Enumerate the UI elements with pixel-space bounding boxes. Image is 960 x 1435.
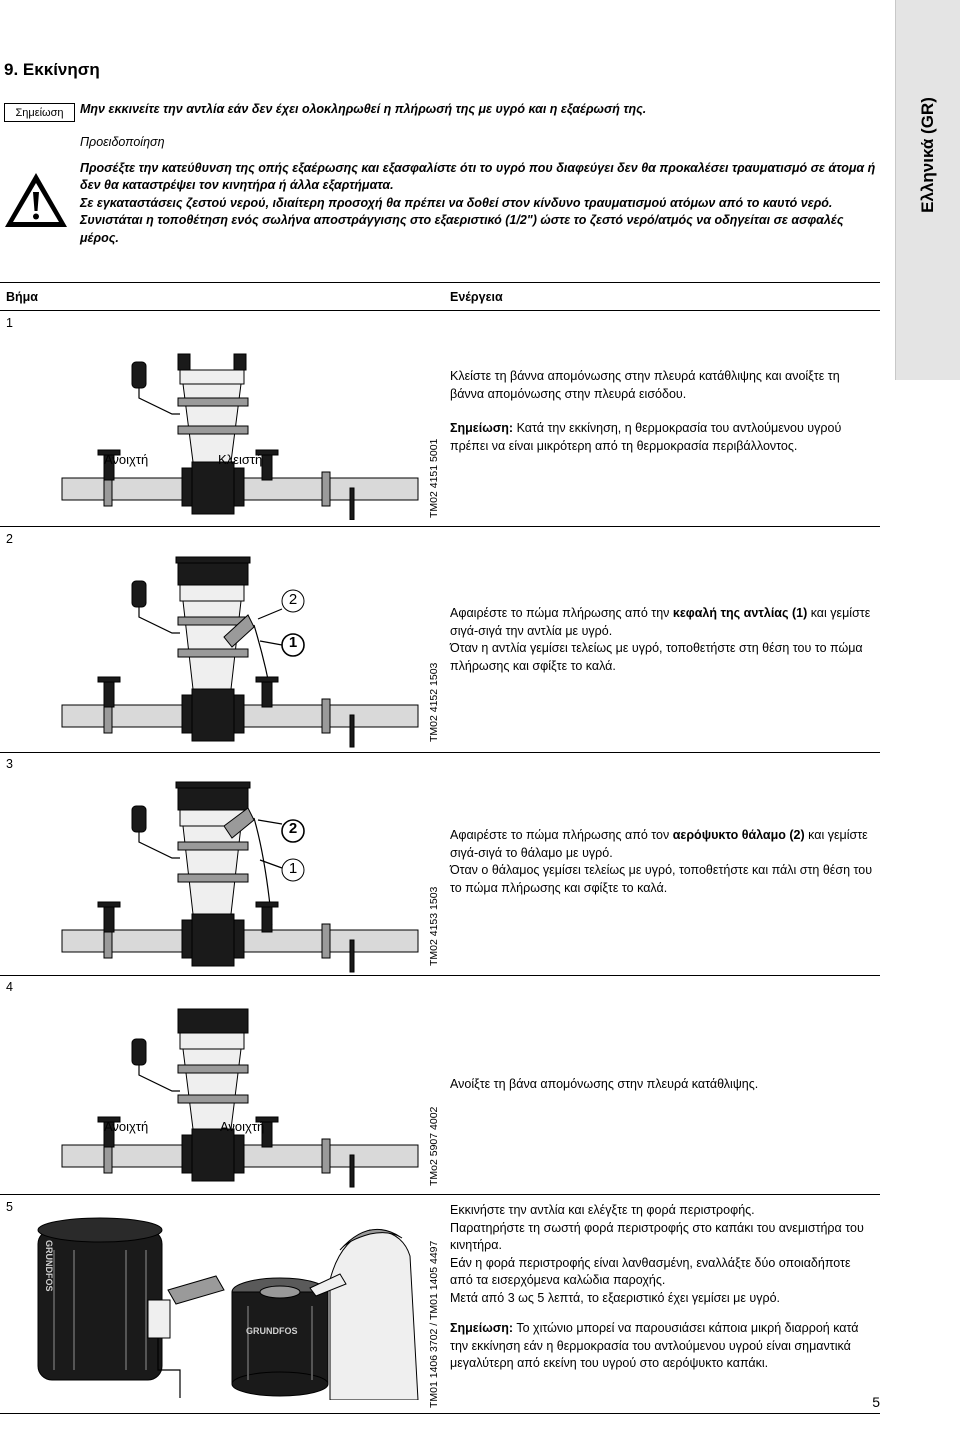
step-number: 4 — [6, 980, 13, 994]
step-instruction: Κλείστε τη βάννα απομόνωσης στην πλευρά κατάθλιψης και ανοίξτε τη βάννα απομόνωσης στην πλευρά εισόδου. — [450, 369, 840, 401]
row-divider — [0, 752, 880, 753]
note-text: Μην εκκινείτε την αντλία εάν δεν έχει ολοκληρωθεί η πλήρωσή της με υγρό και η εξαέρωσή της. — [80, 102, 647, 116]
step-instruction — [450, 827, 875, 862]
table-bottom-rule — [0, 1413, 880, 1414]
pump-figure-step-2 — [60, 555, 420, 750]
instruction-end: και γεμίστε σιγά-σιγά την αντλία με υγρό. — [450, 606, 871, 638]
warning-paragraph-3: Συνιστάται η τοποθέτηση ενός σωλήνα αποστράγγισης στο εξαεριστικό (1/2") ώστε το ζεστό νερό/ατμός να οδηγείται σε ασφαλές μέρος. — [80, 213, 844, 245]
valve-label-right: Ανοιχτή — [220, 1119, 265, 1134]
figure-code: TM01 1406 3702 / TM01 1405 4497 — [428, 1240, 440, 1408]
note-body: Το χιτώνιο μπορεί να παρουσιάσει κάποια μικρή διαρροή κατά την εκκίνηση εάν η θερμοκρασία του αντλούμενου υγρού είναι σημαντικά μεγαλύτερη από εκείνη του υγρού στο αερόψυκτο καπάκι. — [450, 1321, 859, 1370]
callout-number: 1 — [288, 634, 298, 651]
figure-code: TM02 4152 1503 — [428, 662, 440, 742]
step-followup: Όταν ο θάλαμος γεμίσει τελείως με υγρό, τοποθετήστε και πάλι στη θέση του το πώμα πλήρωσης και σφίξτε το καλά. — [450, 863, 873, 895]
row-divider — [0, 1194, 880, 1195]
step-text — [450, 827, 875, 897]
callout-number: 2 — [288, 591, 298, 608]
step-number: 2 — [6, 532, 13, 546]
step-note — [450, 1320, 875, 1373]
language-tab-label: Ελληνικά (GR) — [918, 97, 937, 213]
figure-code: TM02 4151 5001 — [428, 438, 440, 518]
valve-label-right: Κλειστή — [218, 452, 263, 467]
figure-code: TMo2 5907 4002 — [428, 1106, 440, 1186]
note-label: Σημείωση: — [450, 1321, 514, 1335]
instruction-start: Αφαιρέστε το πώμα πλήρωσης από τον — [450, 828, 673, 842]
step-line: Μετά από 3 ως 5 λεπτά, το εξαεριστικό έχει γεμίσει με υγρό. — [450, 1290, 781, 1305]
row-divider — [0, 526, 880, 527]
brand-logo-motor: GRUNDFOS — [44, 1240, 54, 1292]
warning-paragraph-2: Σε εγκαταστάσεις ζεστού νερού, ιδιαίτερη προσοχή θα πρέπει να δοθεί στον κίνδυνο τραυματισμού ατόμων από το καυτό νερό. — [80, 195, 833, 210]
callout-number: 1 — [288, 860, 298, 877]
step-line: Παρατηρήστε τη σωστή φορά περιστροφής στο καπάκι του ανεμιστήρα του κινητήρα. — [450, 1220, 864, 1252]
note-body: Κατά την εκκίνηση, η θερμοκρασία του αντλούμενου υγρού πρέπει να είναι μικρότερη από τη θερμοκρασία περιβάλλοντος. — [450, 421, 842, 453]
instruction-start: Αφαιρέστε το πώμα πλήρωσης από την — [450, 606, 673, 620]
step-number: 1 — [6, 316, 13, 330]
table-top-rule — [0, 282, 880, 283]
column-header-step: Βήμα — [6, 290, 38, 304]
page-number: 5 — [872, 1394, 880, 1410]
step-instruction — [450, 605, 875, 640]
step-line: Εκκινήστε την αντλία και ελέγξτε τη φορά περιστροφής. — [450, 1203, 755, 1217]
figure-code: TM02 4153 1503 — [428, 886, 440, 966]
step-text — [450, 1202, 875, 1373]
motor-figure-step-5 — [30, 1210, 420, 1400]
pump-figure-step-1 — [60, 350, 420, 520]
instruction-highlight: αερόψυκτο θάλαμο (2) — [672, 828, 805, 842]
section-title: 9. Εκκίνηση — [4, 60, 100, 79]
brand-logo-cap: GRUNDFOS — [246, 1326, 298, 1336]
step-note — [450, 420, 875, 455]
table-header-rule — [0, 310, 880, 311]
step-number: 3 — [6, 757, 13, 771]
step-followup: Όταν η αντλία γεμίσει τελείως με υγρό, τοποθετήστε στη θέση του το πώμα πλήρωσης και σφίξτε το καλά. — [450, 641, 863, 673]
step-text — [450, 368, 875, 455]
pump-figure-step-3 — [60, 780, 420, 975]
language-tab — [895, 0, 960, 380]
step-line: Εάν η φορά περιστροφής είναι λανθασμένη, εναλλάξτε δύο οποιαδήποτε από τα εισερχόμενα καλώδια παροχής. — [450, 1255, 851, 1287]
step-text — [450, 1076, 875, 1094]
instruction-highlight: κεφαλή της αντλίας (1) — [672, 606, 808, 620]
note-badge: Σημείωση — [4, 103, 75, 122]
callout-number: 2 — [288, 820, 298, 837]
note-label: Σημείωση: — [450, 421, 514, 435]
row-divider — [0, 975, 880, 976]
step-number: 5 — [6, 1200, 13, 1214]
pump-figure-step-4 — [60, 1005, 420, 1190]
warning-paragraph-1: Προσέξτε την κατεύθυνση της οπής εξαέρωσης και εξασφαλίστε ότι το υγρό που διαφεύγει δεν θα προκαλέσει τραυματισμό σε άτομα ή δεν θα καταστρέψει τον κινητήρα ή άλλα εξαρτήματα. — [80, 160, 876, 192]
warning-block — [80, 134, 880, 247]
warning-title: Προειδοποίηση — [80, 135, 165, 149]
valve-label-left: Ανοιχτή — [104, 452, 149, 467]
step-instruction: Ανοίξτε τη βάνα απομόνωσης στην πλευρά κατάθλιψης. — [450, 1077, 759, 1091]
instruction-end: και γεμίστε σιγά-σιγά το θάλαμο με υγρό. — [450, 828, 868, 860]
step-text — [450, 605, 875, 675]
warning-icon — [2, 170, 70, 230]
valve-label-left: Ανοιχτή — [104, 1119, 149, 1134]
column-header-action: Ενέργεια — [450, 290, 503, 304]
